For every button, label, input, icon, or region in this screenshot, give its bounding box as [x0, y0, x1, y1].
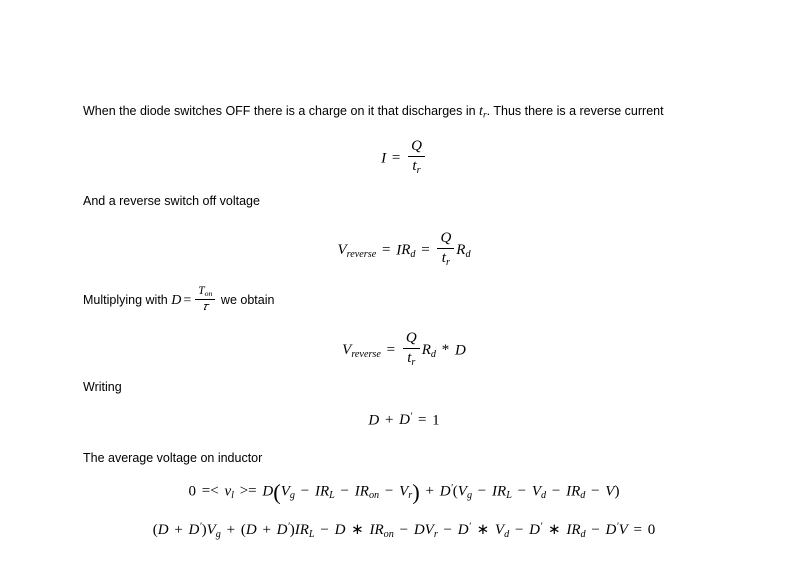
paragraph-1-text-after: . Thus there is a reverse current	[486, 104, 664, 118]
eq2-denominator: $t_r$	[441, 250, 450, 269]
eq4-one: 1	[432, 412, 440, 429]
inline-fraction-numerator: $T_{on}$	[195, 285, 215, 300]
equation-2	[0, 230, 808, 269]
paragraph-5: The average voltage on inductor	[83, 451, 263, 465]
eq3-duty: D	[455, 342, 466, 359]
eq3-denominator: $t_r$	[407, 350, 416, 369]
eq4-relation: =	[417, 412, 427, 429]
eq4-plus: +	[384, 412, 394, 429]
eq1-numerator: Q	[408, 138, 425, 157]
eq4-d: D	[368, 412, 380, 429]
eq2-rd-2: $R_d$	[456, 242, 471, 261]
paragraph-1-text-before: When the diode switches OFF there is a charge on it that discharges in	[83, 104, 480, 118]
eq2-relation-2: =	[421, 242, 430, 259]
eq3-fraction	[403, 330, 420, 369]
equation-5: $0 =< v_l >= D(V_g - IR_L - IR_{on} - V_r) + D'(V_g - IR_L - V_d - IR_d - V)$	[188, 479, 620, 505]
paragraph-4: Writing	[83, 380, 122, 394]
eq2-rd-1: $R_d$	[401, 242, 416, 261]
eq2-current: I	[396, 242, 402, 259]
inline-fraction-denominator: 𝜏	[202, 301, 209, 314]
eq1-fraction	[408, 138, 425, 177]
eq3-lhs: $V_{reverse}$	[342, 342, 381, 361]
eq3-numerator: Q	[403, 330, 420, 349]
inline-math-duty-cycle: D = $\frac{T_{on}}{\text{𝜏}}$	[171, 293, 217, 308]
paragraph-1	[83, 103, 664, 122]
eq2-relation-1: =	[381, 242, 391, 259]
eq3-operator: *	[441, 342, 450, 359]
equation-6: $(D + D')V_g + (D + D')IR_L - D$ ∗ $IR_{on} - DV_r - D'$ ∗ $V_d - D'$ ∗ $IR_d - D'V = 0$	[152, 521, 656, 540]
equation-3	[0, 330, 808, 369]
eq2-numerator: Q	[437, 230, 454, 249]
eq3-rd: $R_d$	[421, 342, 436, 361]
eq4-dprime: D'	[399, 412, 413, 429]
paragraph-3	[83, 285, 274, 314]
eq1-relation: =	[391, 150, 401, 167]
paragraph-2: And a reverse switch off voltage	[83, 194, 260, 208]
inline-fraction-ton-tau	[195, 285, 215, 314]
inline-math-tr: $t_r$	[479, 104, 487, 121]
paragraph-3-text-before: Multiplying with	[83, 293, 172, 308]
eq1-denominator: $t_r$	[412, 158, 421, 177]
eq2-lhs: $V_{reverse}$	[337, 242, 377, 261]
eq1-lhs: I	[381, 150, 387, 167]
eq2-fraction	[437, 230, 454, 269]
eq3-relation: =	[386, 342, 396, 359]
equation-1	[0, 138, 808, 177]
paragraph-3-text-after: we obtain	[217, 293, 275, 308]
equation-4	[0, 412, 808, 429]
